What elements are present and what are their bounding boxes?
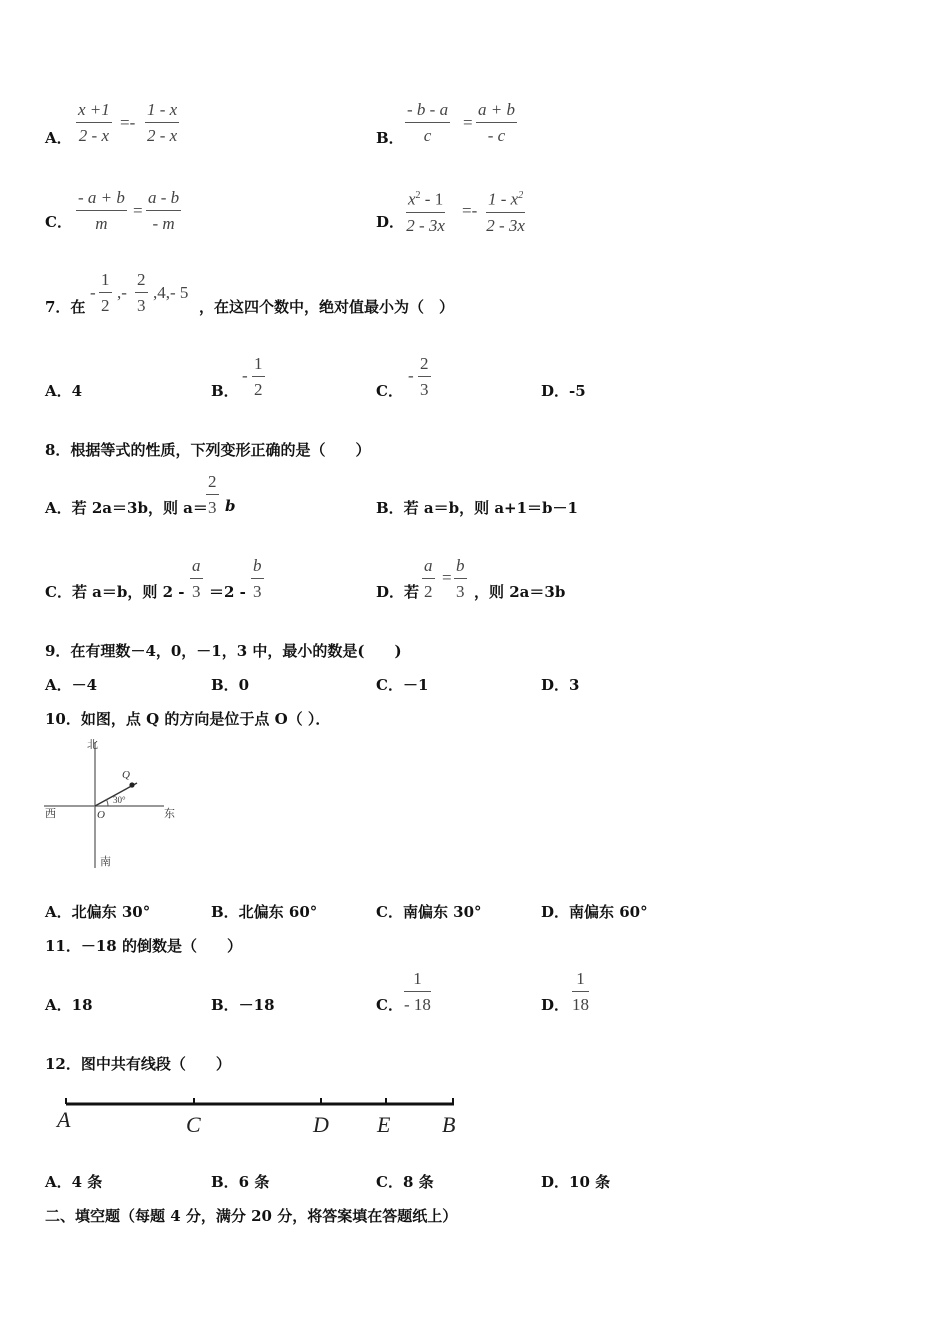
denominator: - 18: [404, 995, 431, 1014]
fraction: [251, 556, 264, 602]
denominator: 3: [456, 582, 465, 601]
question-stem: 8．根据等式的性质，下列变形正确的是（ ）: [45, 441, 371, 459]
fraction: [206, 472, 219, 518]
numerator: - a + b: [76, 188, 127, 211]
question-number: 7．在: [45, 298, 86, 316]
fraction: [572, 969, 589, 1015]
option-d: D．10 条: [541, 1173, 611, 1191]
exponent: 2: [415, 190, 421, 201]
option-c-text: C．若 a＝b，则 2 -: [45, 583, 185, 601]
question-stem: 11．－18 的倒数是（ ）: [45, 937, 242, 955]
denominator: c: [423, 126, 432, 145]
numerator: b: [251, 556, 264, 579]
fraction: [406, 186, 445, 236]
fraction: [146, 188, 181, 234]
numerator: a - b: [146, 188, 181, 211]
point-q: [129, 782, 134, 787]
point-a-label: A: [57, 1107, 71, 1132]
option-c: C．8 条: [376, 1173, 434, 1191]
question-stem: 9．在有理数－4，0，－1，3 中，最小的数是( ): [45, 642, 402, 660]
variable: b: [225, 497, 236, 515]
equals: =: [463, 113, 473, 132]
option-c-label: C．: [376, 382, 403, 400]
fraction: [76, 100, 112, 146]
numerator: [486, 186, 525, 213]
fraction: [422, 556, 435, 602]
option-b-label: B．: [211, 382, 239, 400]
denominator: 2 - x: [147, 126, 178, 145]
option-label: B．: [376, 129, 404, 147]
option-b: B．0: [211, 676, 250, 694]
denominator: 3: [192, 582, 201, 601]
denominator: 3: [208, 498, 217, 517]
option-label: C．: [45, 213, 72, 231]
option-d-text: D．若: [376, 583, 420, 601]
denominator: - m: [152, 214, 175, 233]
denominator: 3: [253, 582, 262, 601]
option-d: D．-5: [541, 382, 586, 400]
option-a-text: A．若 2a＝3b，则 a＝: [45, 499, 208, 517]
denominator: 2 - 3x: [406, 215, 445, 235]
fraction: [405, 100, 450, 146]
equals: =-: [120, 113, 136, 132]
west-label: 西: [45, 808, 56, 820]
fraction: [99, 270, 112, 316]
point-e-label: E: [377, 1112, 391, 1137]
option-a: A．北偏东 30°: [45, 903, 151, 921]
angle-arc: [106, 799, 108, 806]
equals: =: [442, 568, 452, 587]
denominator: 2 - x: [78, 126, 109, 145]
denominator: 2: [254, 380, 263, 399]
question-stem: 12．图中共有线段（ ）: [45, 1055, 231, 1073]
option-b: B．北偏东 60°: [211, 903, 318, 921]
numerator: x +1: [76, 100, 112, 123]
point-b-label: B: [442, 1112, 456, 1137]
option-c: C．南偏东 30°: [376, 903, 482, 921]
south-label: 南: [100, 856, 111, 868]
fraction: [418, 354, 431, 400]
fraction: [190, 556, 203, 602]
option-d-conclusion: ，则 2a＝3b: [474, 583, 566, 601]
numerator: b: [454, 556, 467, 579]
numerator: 1: [99, 270, 112, 293]
term: - 1: [420, 189, 444, 209]
numerator: a: [190, 556, 203, 579]
denominator: - c: [487, 126, 506, 145]
denominator: 2 - 3x: [486, 215, 525, 235]
option-label: A．: [45, 129, 72, 147]
fraction: [454, 556, 467, 602]
option-b: B．6 条: [211, 1173, 270, 1191]
numerator: [406, 186, 445, 213]
option-a: A．－4: [45, 676, 98, 694]
question-stem: 10．如图，点 Q 的方向是位于点 O（ ）．: [45, 710, 331, 728]
option-d: D．南偏东 60°: [541, 903, 648, 921]
number-list: ,4,- 5: [153, 283, 189, 302]
angle-label: 30°: [113, 795, 126, 805]
north-label: 北: [87, 739, 98, 751]
minus: -: [90, 283, 96, 302]
numerator: 1: [252, 354, 265, 377]
point-c-label: C: [186, 1112, 201, 1137]
option-b: B．－18: [211, 996, 275, 1014]
option-d-label: D．: [541, 996, 570, 1014]
exponent: 2: [518, 190, 524, 201]
minus: -: [242, 366, 248, 385]
origin-label: O: [97, 809, 105, 821]
fraction: [476, 100, 517, 146]
east-label: 东: [164, 808, 175, 820]
separator: ,-: [117, 283, 127, 302]
fraction: [145, 100, 179, 146]
fraction: [76, 188, 127, 234]
option-a: A．4 条: [45, 1173, 103, 1191]
denominator: 2: [424, 582, 433, 601]
option-c-label: C．: [376, 996, 403, 1014]
minus: -: [408, 366, 414, 385]
line-segment-figure: [50, 1090, 470, 1140]
denominator: 3: [137, 296, 146, 315]
denominator: 2: [101, 296, 110, 315]
base: 1 - x: [488, 189, 519, 209]
denominator: 18: [572, 995, 589, 1014]
numerator: 1: [572, 969, 589, 992]
option-a: A．4: [45, 382, 83, 400]
numerator: 2: [135, 270, 148, 293]
fraction: [486, 186, 525, 236]
option-a: A．18: [45, 996, 93, 1014]
denominator: 3: [420, 380, 429, 399]
base: x: [408, 189, 416, 209]
numerator: 2: [206, 472, 219, 495]
compass-figure: [40, 736, 180, 872]
point-d-label: D: [313, 1112, 329, 1137]
option-label: D．: [376, 213, 405, 231]
option-d: D．3: [541, 676, 580, 694]
equals-text: ＝2 -: [209, 583, 246, 601]
question-stem: ，在这四个数中，绝对值最小为（ ）: [199, 298, 455, 316]
denominator: m: [95, 214, 108, 233]
fraction: [252, 354, 265, 400]
numerator: - b - a: [405, 100, 450, 123]
numerator: 1: [404, 969, 431, 992]
equals: =: [133, 201, 143, 220]
numerator: 1 - x: [145, 100, 179, 123]
q-label: Q: [122, 769, 130, 781]
numerator: a + b: [476, 100, 517, 123]
option-c: C．－1: [376, 676, 429, 694]
numerator: 2: [418, 354, 431, 377]
numerator: a: [422, 556, 435, 579]
section-heading: 二、填空题（每题 4 分，满分 20 分，将答案填在答题纸上）: [45, 1207, 458, 1225]
fraction: [135, 270, 148, 316]
fraction: [404, 969, 431, 1015]
equals: =-: [462, 201, 478, 220]
option-b: B．若 a＝b，则 a+1＝b－1: [376, 499, 578, 517]
